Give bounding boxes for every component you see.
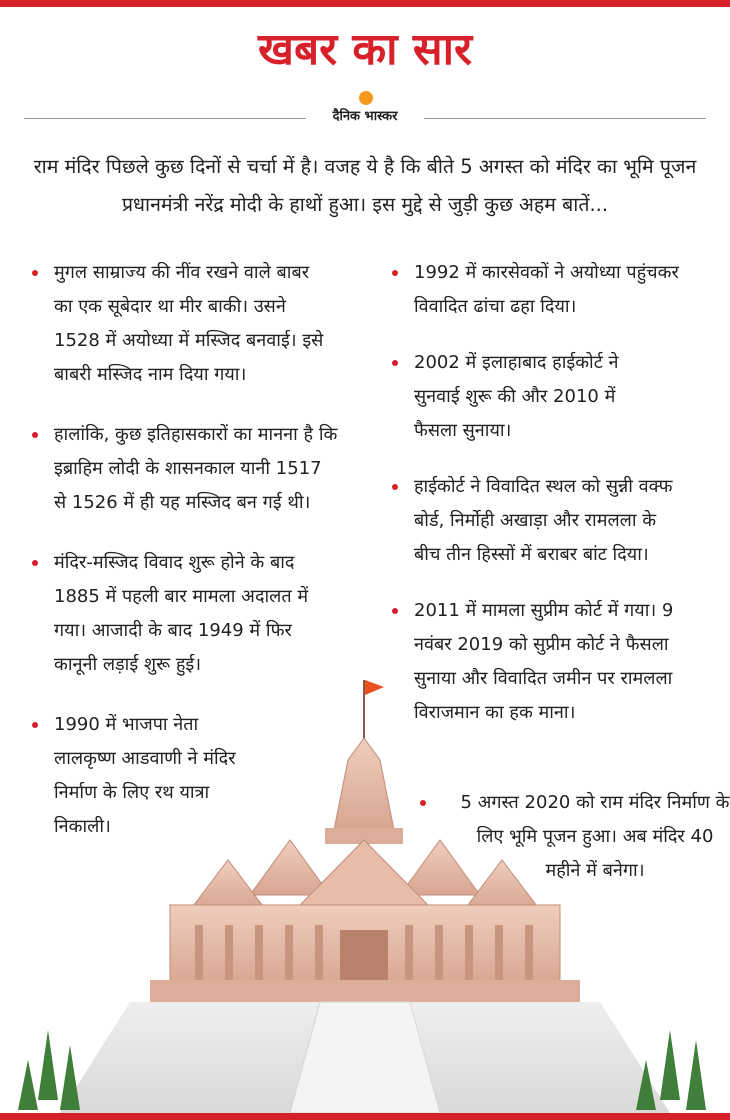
list-item-text: हाईकोर्ट ने विवादित स्थल को सुन्नी वक्फ बोर्ड, निर्मोही अखाड़ा और रामलला के बीच तीन हिस्सों में बराबर बांट दिया। (414, 476, 673, 565)
bullet-dot-icon (392, 484, 398, 490)
list-item (390, 470, 684, 572)
list-item-text: मुगल साम्राज्य की नींव रखने वाले बाबर का एक सूबेदार था मीर बाकी। उसने 1528 में अयोध्या में मस्जिद बनवाई। इसे बाबरी मस्जिद नाम दिया गया। (54, 262, 324, 385)
list-item (390, 594, 704, 730)
brand-logo: दैनिक भास्कर (332, 109, 398, 124)
roof-far-left (190, 860, 266, 910)
left-column (30, 256, 342, 844)
list-item-text: मंदिर-मस्जिद विवाद शुरू होने के बाद 1885 में पहली बार मामला अदालत में गया। आजादी के बाद 1949 में फिर कानूनी लड़ाई शुरू हुई। (54, 552, 309, 675)
list-item (390, 346, 659, 448)
temple-plinth-upper (150, 980, 580, 1002)
list-item-text: हालांकि, कुछ इतिहासकारों का मानना है कि इब्राहिम लोदी के शासनकाल यानी 1517 से 1526 में ही यह मस्जिद बन गई थी। (54, 424, 338, 513)
trees-right (636, 1030, 706, 1110)
bullet-dot-icon (392, 360, 398, 366)
bullet-dot-icon (392, 270, 398, 276)
list-item-text: 5 अगस्त 2020 को राम मंदिर निर्माण के लिए भूमि पूजन हुआ। अब मंदिर 40 महीने में बनेगा। (460, 792, 730, 881)
list-item-text: 2002 में इलाहाबाद हाईकोर्ट ने सुनवाई शुरू की और 2010 में फैसला सुनाया। (414, 352, 619, 441)
list-item (30, 546, 339, 682)
bullet-dot-icon (32, 560, 38, 566)
list-item-text: 1990 में भाजपा नेता लालकृष्ण आडवाणी ने मंदिर निर्माण के लिए रथ यात्रा निकाली। (54, 714, 236, 837)
list-item (390, 256, 684, 324)
page-title: खबर का सार (257, 24, 473, 75)
bullet-dot-icon (32, 722, 38, 728)
list-item-text: 1992 में कारसेवकों ने अयोध्या पहुंचकर विवादित ढांचा ढहा दिया। (414, 262, 679, 317)
main-spire (334, 738, 394, 830)
brand-logo-dot-icon (359, 91, 373, 105)
right-column (390, 256, 710, 730)
list-item (30, 418, 339, 520)
bullet-dot-icon (32, 432, 38, 438)
bottom-accent-bar (0, 1113, 730, 1120)
trees-left (18, 1030, 80, 1110)
flag-icon (365, 680, 384, 695)
brand-divider-left (24, 118, 306, 119)
temple-entrance (340, 930, 388, 980)
intro-paragraph: राम मंदिर पिछले कुछ दिनों से चर्चा में है। वजह ये है कि बीते 5 अगस्त को मंदिर का भूमि पूजन प्रधानमंत्री नरेंद्र मोदी के हाथों हुआ। इस मुद्दे से जुड़ी कुछ अहम बातें... (33, 155, 697, 216)
list-item (30, 708, 254, 844)
roof-center (300, 840, 428, 905)
bullet-dot-icon (420, 800, 426, 806)
bullet-dot-icon (392, 608, 398, 614)
bullet-dot-icon (32, 270, 38, 276)
top-accent-bar (0, 0, 730, 7)
brand-divider-right (424, 118, 706, 119)
list-item-text: 2011 में मामला सुप्रीम कोर्ट में गया। 9 नवंबर 2019 को सुप्रीम कोर्ट ने फैसला सुनाया और विवादित जमीन पर रामलला विराजमान का हक माना। (414, 600, 674, 723)
list-item (30, 256, 324, 392)
list-item (420, 786, 730, 888)
